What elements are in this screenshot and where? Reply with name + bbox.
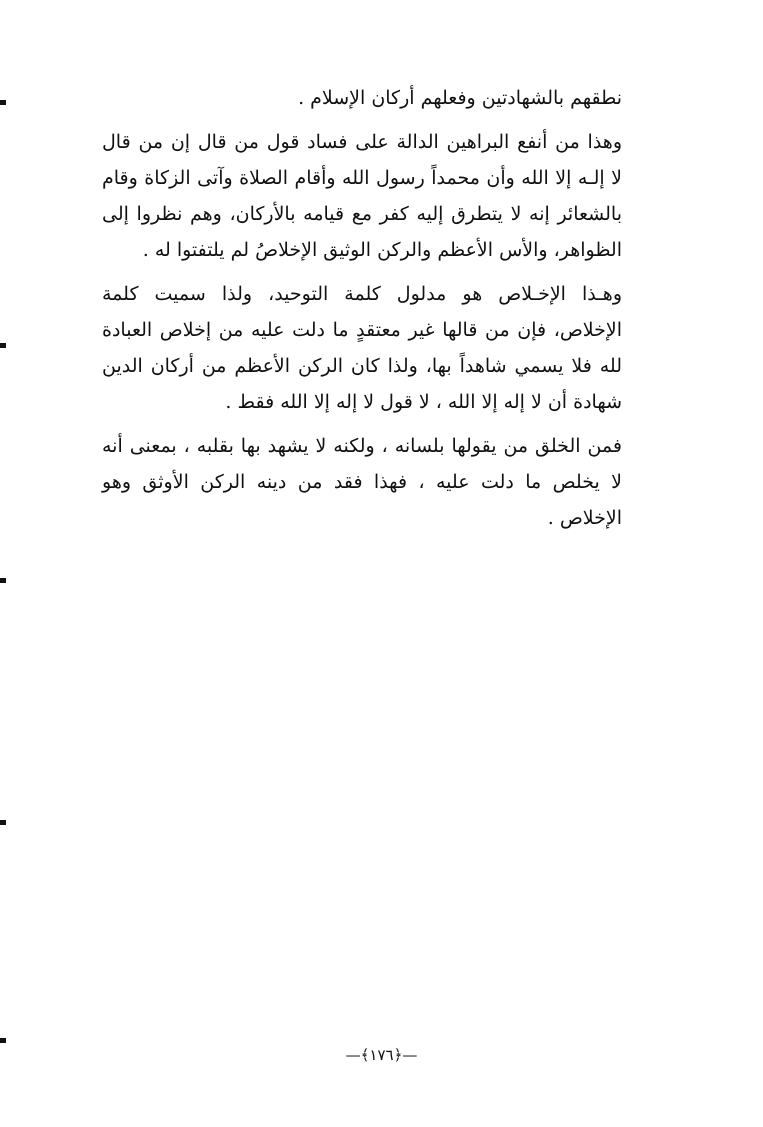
page-number: —﴿١٧٦﴾—	[345, 1046, 418, 1064]
text-line: بالشعائر إنه لا يتطرق إليه كفر مع قيامه بالأركان، وهم نظروا إلى	[102, 203, 622, 225]
scan-edge-mark	[0, 1038, 6, 1043]
page-body	[102, 80, 622, 536]
text-line: فمن الخلق من يقولها بلسانه ، ولكنه لا يشهد بها بقلبه ، بمعنى أنه	[102, 435, 622, 457]
scan-edge-mark	[0, 578, 6, 583]
text-line: الظواهر، والأس الأعظم والركن الوثيق الإخلاصُ لم يلتفتوا له .	[142, 239, 622, 261]
text-line: لا يخلص ما دلت عليه ، فهذا فقد من دينه الركن الأوثق وهو	[102, 471, 622, 493]
text-line: وهـذا الإخـلاص هو مدلول كلمة التوحيد، ولذا سميت كلمة	[102, 283, 622, 305]
text-line: وهذا من أنفع البراهين الدالة على فساد قول من قال إن من قال	[102, 131, 622, 153]
text-line: الإخلاص .	[547, 507, 622, 529]
scan-edge-mark	[0, 100, 6, 105]
text-line: لله فلا يسمي شاهداً بها، ولذا كان الركن الأعظم من أركان الدين	[102, 355, 622, 377]
text-line: شهادة أن لا إله إلا الله ، لا قول لا إله إلا الله فقط .	[225, 391, 622, 413]
scan-edge-mark	[0, 343, 6, 348]
text-line: لا إلـه إلا الله وأن محمداً رسول الله وأقام الصلاة وآتى الزكاة وقام	[102, 167, 622, 189]
text-line: نطقهم بالشهادتين وفعلهم أركان الإسلام .	[298, 87, 622, 109]
text-line: الإخلاص، فإن من قالها غير معتقدٍ ما دلت عليه من إخلاص العبادة	[102, 319, 622, 341]
scan-edge-mark	[0, 820, 6, 825]
